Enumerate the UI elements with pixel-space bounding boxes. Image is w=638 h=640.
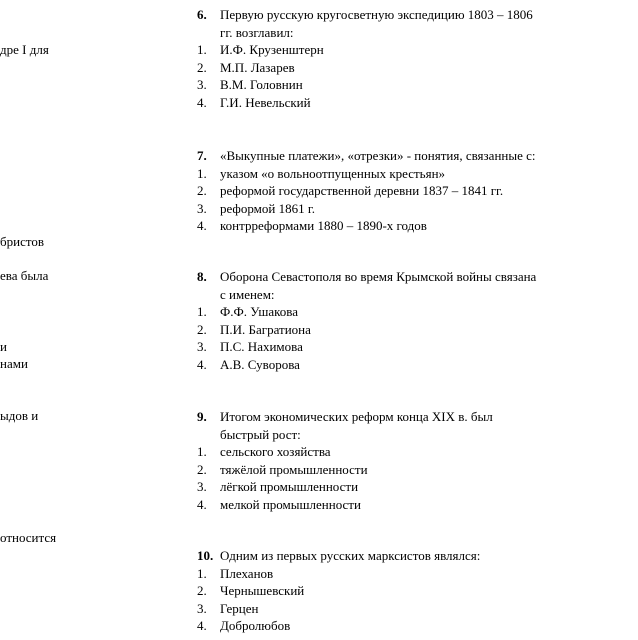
answer-option	[197, 94, 617, 112]
question-9	[197, 408, 617, 513]
option-text: лёгкой промышленности	[220, 479, 359, 494]
option-text: Добролюбов	[220, 618, 291, 633]
question-text	[220, 6, 617, 41]
question-line: Итогом экономических реформ конца XIX в. был	[220, 409, 493, 424]
question-number: 10.	[197, 548, 214, 563]
option-number: 4.	[197, 496, 207, 512]
left-fragment: дре I для	[0, 42, 49, 57]
option-text: П.С. Нахимова	[220, 339, 303, 354]
option-number: 3.	[197, 479, 207, 494]
answer-option	[197, 165, 617, 183]
left-fragment: ева была	[0, 268, 49, 283]
question-line: Первую русскую кругосветную экспедицию 1803 – 1806	[220, 7, 533, 22]
answer-option	[197, 478, 617, 496]
question-number: 8.	[197, 269, 207, 284]
answer-option	[197, 443, 617, 461]
option-number: 3.	[197, 200, 207, 216]
question-8	[197, 268, 617, 373]
option-number: 2.	[197, 183, 207, 198]
option-text: контрреформами 1880 – 1890-х годов	[220, 218, 427, 233]
option-number: 2.	[197, 321, 207, 337]
question-10	[197, 547, 617, 635]
answer-option	[197, 59, 617, 77]
option-number: 4.	[197, 94, 207, 110]
option-text: Герцен	[220, 600, 259, 616]
answer-option	[197, 217, 617, 235]
question-line: гг. возглавил:	[220, 24, 294, 40]
answer-option	[197, 76, 617, 94]
option-text: Плеханов	[220, 565, 274, 581]
answer-option	[197, 303, 617, 321]
question-text	[220, 547, 617, 565]
option-number: 1.	[197, 565, 207, 581]
option-number: 1.	[197, 304, 207, 319]
question-line: «Выкупные платежи», «отрезки» - понятия, связанные с:	[220, 148, 536, 163]
option-number: 1.	[197, 165, 207, 181]
option-number: 1.	[197, 444, 207, 459]
question-line: быстрый рост:	[220, 426, 301, 442]
option-text: Г.И. Невельский	[220, 94, 311, 110]
question-7	[197, 147, 617, 235]
option-text: В.М. Головнин	[220, 77, 303, 92]
option-text: Ф.Ф. Ушакова	[220, 304, 299, 319]
answer-option	[197, 356, 617, 374]
option-number: 4.	[197, 356, 207, 372]
question-text	[220, 147, 617, 165]
option-number: 1.	[197, 42, 207, 57]
answer-option	[197, 582, 617, 600]
answer-option	[197, 338, 617, 356]
left-fragment: относится	[0, 530, 57, 545]
answer-option	[197, 200, 617, 218]
question-line: с именем:	[220, 286, 275, 302]
answer-option	[197, 41, 617, 59]
left-fragment: и	[0, 339, 7, 354]
question-text	[220, 408, 617, 443]
option-number: 2.	[197, 583, 207, 598]
answer-option	[197, 182, 617, 200]
option-text: А.В. Суворова	[220, 356, 300, 372]
answer-option	[197, 600, 617, 618]
option-number: 4.	[197, 618, 207, 633]
left-fragment: бристов	[0, 234, 44, 249]
option-text: реформой государственной деревни 1837 – 1841 гг.	[220, 183, 504, 198]
option-text: реформой 1861 г.	[220, 200, 315, 216]
option-text: П.И. Багратиона	[220, 321, 311, 337]
question-6	[197, 6, 617, 111]
question-number: 9.	[197, 409, 207, 424]
option-text: сельского хозяйства	[220, 444, 331, 459]
option-number: 3.	[197, 77, 207, 92]
option-number: 3.	[197, 600, 207, 616]
option-text: указом «о вольноотпущенных крестьян»	[220, 165, 446, 181]
answer-option	[197, 496, 617, 514]
option-text: Чернышевский	[220, 583, 305, 598]
option-number: 3.	[197, 339, 207, 354]
question-line: Одним из первых русских марксистов являлся:	[220, 548, 481, 563]
question-number: 6.	[197, 7, 207, 22]
option-number: 2.	[197, 461, 207, 477]
left-fragment: ыдов и	[0, 408, 39, 423]
option-number: 4.	[197, 218, 207, 233]
answer-option	[197, 617, 617, 635]
question-text	[220, 268, 617, 303]
question-line: Оборона Севастополя во время Крымской войны связана	[220, 269, 537, 284]
answer-option	[197, 565, 617, 583]
option-text: И.Ф. Крузенштерн	[220, 42, 324, 57]
answer-option	[197, 321, 617, 339]
option-text: мелкой промышленности	[220, 496, 361, 512]
option-text: тяжёлой промышленности	[220, 461, 368, 477]
question-number: 7.	[197, 148, 207, 163]
left-fragment: нами	[0, 356, 28, 371]
option-text: М.П. Лазарев	[220, 59, 295, 75]
option-number: 2.	[197, 59, 207, 75]
answer-option	[197, 461, 617, 479]
